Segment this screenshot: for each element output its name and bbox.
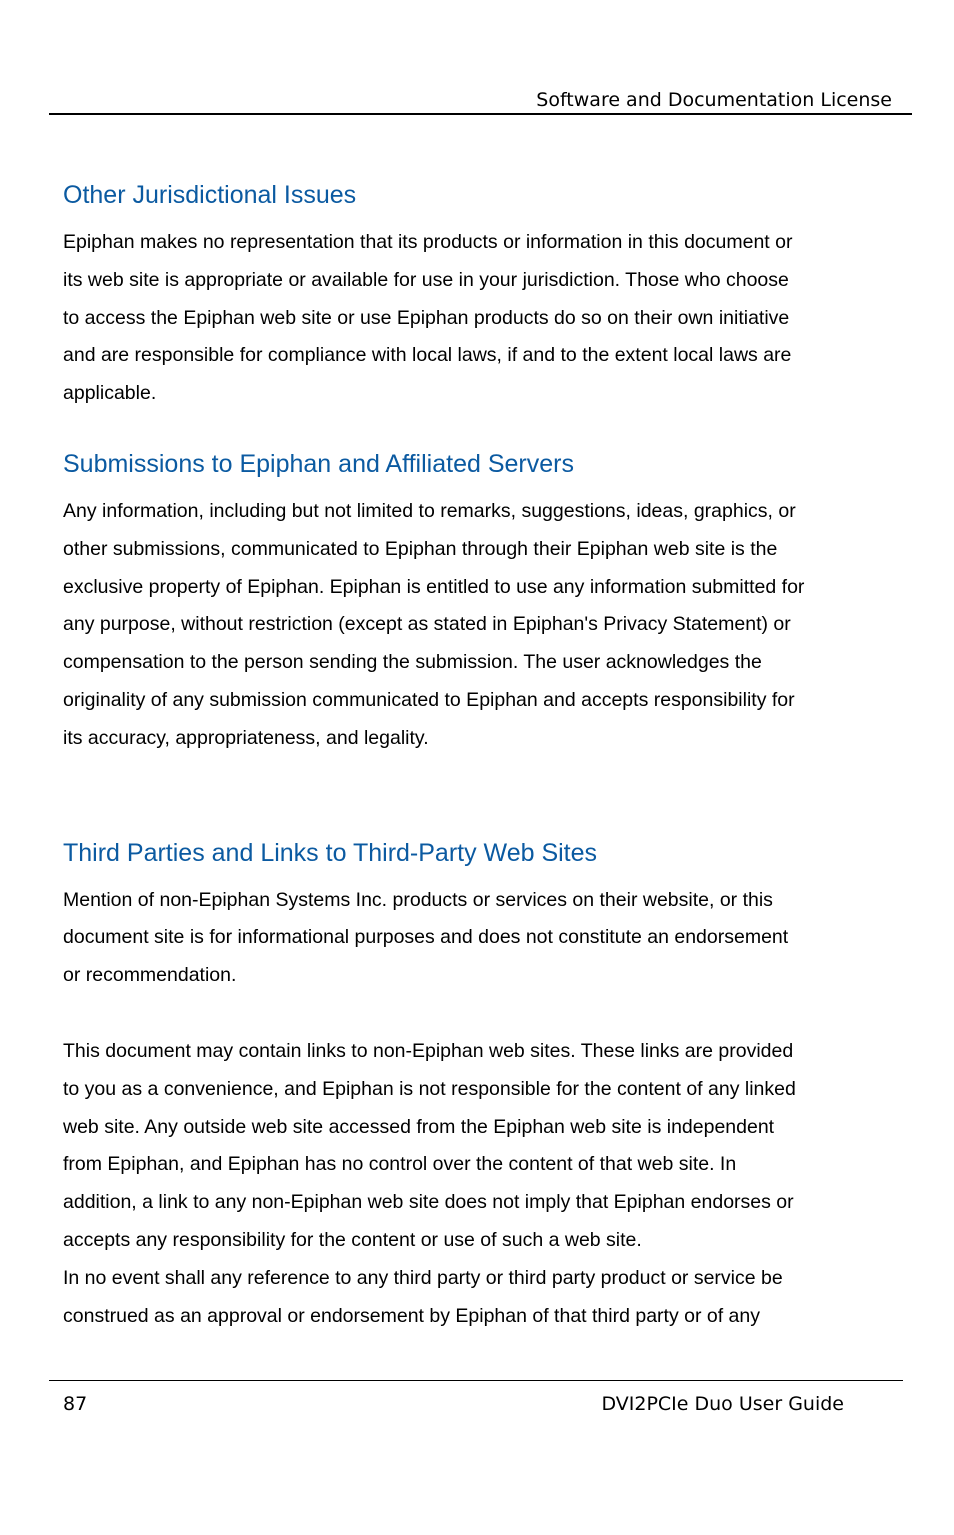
page-header-title: Software and Documentation License [536, 89, 892, 111]
text-line: applicable. [63, 382, 157, 405]
text-line: its web site is appropriate or available for use in your jurisdiction. Those who choose [63, 268, 789, 291]
paragraph-jurisdictional-issues [63, 224, 895, 413]
text-line: Mention of non-Epiphan Systems Inc. products or services on their website, or this [63, 888, 773, 911]
text-line: exclusive property of Epiphan. Epiphan is entitled to use any information submitted for [63, 575, 805, 598]
section-heading-submissions: Submissions to Epiphan and Affiliated Servers [63, 449, 574, 478]
page-number: 87 [63, 1393, 88, 1415]
text-line: Any information, including but not limited to remarks, suggestions, ideas, graphics, or [63, 499, 796, 522]
text-line: Epiphan makes no representation that its products or information in this document or [63, 231, 793, 253]
section-heading-third-parties: Third Parties and Links to Third-Party Web Sites [63, 838, 598, 867]
text-line: or recommendation. [63, 964, 237, 987]
paragraph-no-endorsement [63, 1260, 895, 1336]
paragraph-submissions [63, 493, 895, 758]
text-line: addition, a link to any non-Epiphan web site does not imply that Epiphan endorses or [63, 1191, 794, 1214]
text-line: web site. Any outside web site accessed from the Epiphan web site is independent [63, 1115, 775, 1138]
text-line: This document may contain links to non-Epiphan web sites. These links are provided [63, 1039, 794, 1062]
text-line: its accuracy, appropriateness, and legality. [63, 726, 429, 749]
section-heading-jurisdictional-issues: Other Jurisdictional Issues [63, 181, 357, 209]
page-header [49, 86, 912, 115]
page-footer [49, 1380, 903, 1429]
document-content [63, 176, 895, 1335]
text-line: to you as a convenience, and Epiphan is not responsible for the content of any linked [63, 1077, 796, 1100]
guide-title: DVI2PCIe Duo User Guide [601, 1393, 844, 1415]
paragraph-mention-non-epiphan [63, 882, 895, 995]
text-line: any purpose, without restriction (except as stated in Epiphan's Privacy Statement) or [63, 613, 791, 636]
text-line: other submissions, communicated to Epiphan through their Epiphan web site is the [63, 537, 778, 560]
text-line: and are responsible for compliance with local laws, if and to the extent local laws are [63, 344, 792, 367]
text-line: In no event shall any reference to any third party or third party product or service be [63, 1266, 783, 1289]
text-line: accepts any responsibility for the content or use of such a web site. [63, 1228, 642, 1251]
text-line: from Epiphan, and Epiphan has no control over the content of that web site. In [63, 1153, 737, 1176]
text-line: originality of any submission communicated to Epiphan and accepts responsibility for [63, 688, 795, 711]
text-line: document site is for informational purposes and does not constitute an endorsement [63, 926, 789, 949]
text-line: construed as an approval or endorsement by Epiphan of that third party or of any [63, 1304, 761, 1327]
text-line: compensation to the person sending the submission. The user acknowledges the [63, 651, 762, 674]
text-line: to access the Epiphan web site or use Epiphan products do so on their own initiative [63, 306, 790, 329]
paragraph-links-to-web-sites [63, 1033, 895, 1260]
